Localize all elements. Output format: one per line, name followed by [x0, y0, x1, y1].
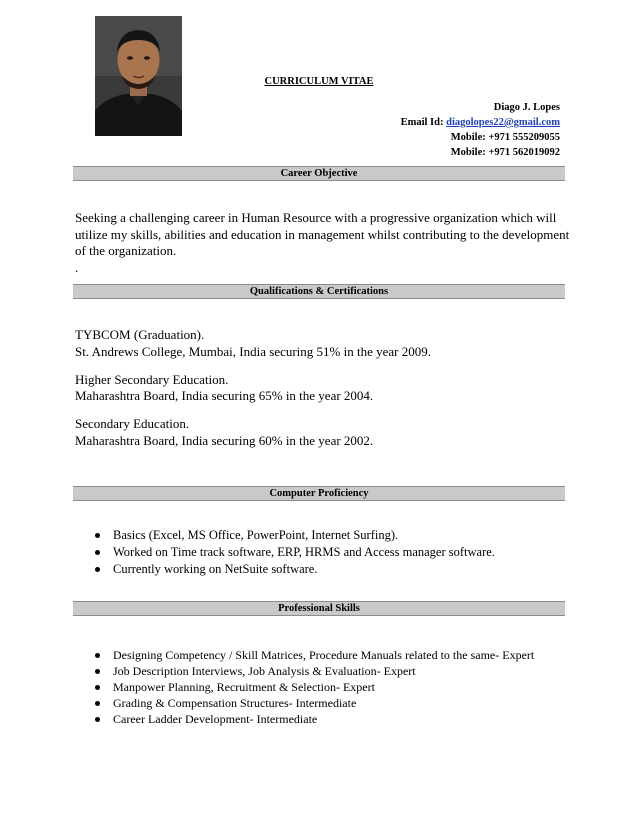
mobile-number-2: Mobile: +971 562019092	[450, 147, 560, 158]
mobile-number-1: Mobile: +971 555209055	[450, 132, 560, 143]
qualifications-list	[75, 327, 570, 461]
qualification-degree: Secondary Education.	[75, 416, 190, 431]
section-header-qualifications: Qualifications & Certifications	[73, 284, 565, 299]
qualification-detail: Maharashtra Board, India securing 60% in the year 2002.	[75, 432, 374, 448]
list-item: Job Description Interviews, Job Analysis & Evaluation- Expert	[75, 663, 534, 679]
email-link[interactable]: diagolopes22@gmail.com	[446, 117, 560, 128]
list-item: Basics (Excel, MS Office, PowerPoint, Internet Surfing).	[75, 527, 495, 544]
section-header-career-objective: Career Objective	[73, 166, 565, 181]
qualification-degree: TYBCOM (Graduation).	[75, 327, 205, 342]
email-line	[401, 115, 560, 130]
list-item: Manpower Planning, Recruitment & Selection- Expert	[75, 679, 534, 695]
qualification-entry	[75, 416, 570, 449]
section-header-computer-proficiency: Computer Proficiency	[73, 486, 565, 501]
computer-proficiency-list	[75, 527, 495, 578]
document-title: CURRICULUM VITAE	[264, 76, 374, 87]
list-item: Grading & Compensation Structures- Intermediate	[75, 695, 534, 711]
qualification-detail: Maharashtra Board, India securing 65% in the year 2004.	[75, 388, 374, 403]
career-objective-text: Seeking a challenging career in Human Resource with a progressive organization which will utilize my skills, abilities and education in management whilst contributing to the development of the organization.	[75, 210, 570, 258]
candidate-name: Diago J. Lopes	[493, 102, 560, 113]
career-objective-trailing: .	[75, 259, 79, 275]
qualification-detail: St. Andrews College, Mumbai, India securing 51% in the year 2009.	[75, 343, 431, 359]
qualification-degree: Higher Secondary Education.	[75, 371, 229, 387]
list-item: Designing Competency / Skill Matrices, Procedure Manuals related to the same- Expert	[75, 647, 534, 663]
professional-skills-list	[75, 647, 534, 727]
email-label: Email Id:	[400, 117, 447, 128]
qualification-entry	[75, 372, 570, 405]
list-item: Currently working on NetSuite software.	[75, 561, 495, 578]
qualification-entry	[75, 327, 570, 360]
section-header-professional-skills: Professional Skills	[73, 601, 565, 616]
career-objective-section	[75, 210, 570, 276]
list-item: Worked on Time track software, ERP, HRMS and Access manager software.	[75, 544, 495, 561]
list-item: Career Ladder Development- Intermediate	[75, 711, 534, 727]
contact-block	[401, 100, 560, 160]
